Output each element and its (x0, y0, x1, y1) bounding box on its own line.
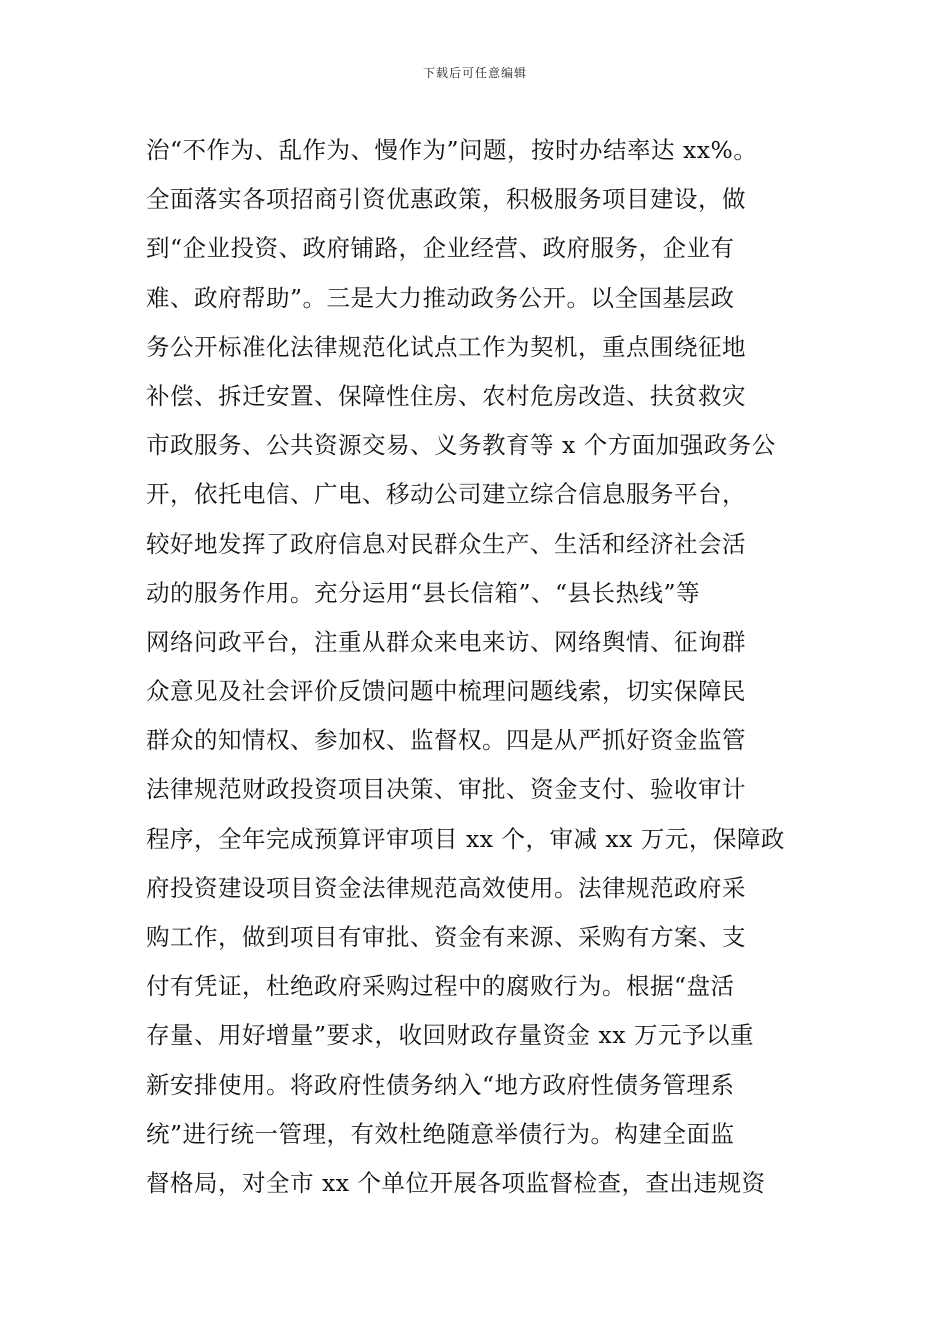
text-line: 付有凭证，杜绝政府采购过程中的腐败行为。根据“盘活 (146, 972, 735, 1001)
text-line: 动的服务作用。充分运用“县长信箱”、“县长热线”等 (146, 578, 701, 607)
text-line: 新安排使用。将政府性债务纳入“地方政府性债务管理系 (146, 1070, 735, 1099)
text-line: 统”进行统一管理，有效杜绝随意举债行为。构建全面监 (146, 1119, 735, 1148)
text-line: 到“企业投资、政府铺路，企业经营、政府服务，企业有 (146, 234, 735, 263)
text-line: 补偿、拆迁安置、保障性住房、农村危房改造、扶贫救灾 (146, 381, 746, 410)
text-line: 较好地发挥了政府信息对民群众生产、生活和经济社会活 (146, 529, 746, 558)
text-line: 务公开标准化法律规范化试点工作为契机，重点围绕征地 (146, 332, 746, 361)
text-line: 法律规范财政投资项目决策、审批、资金支付、验收审计 (146, 775, 746, 804)
text-line: 难、政府帮助”。三是大力推动政务公开。以全国基层政 (146, 283, 735, 312)
text-line: 督格局，对全市 xx 个单位开展各项监督检查，查出违规资 (146, 1168, 766, 1197)
page-header: 下载后可任意编辑 (422, 66, 527, 80)
text-line: 群众的知情权、参加权、监督权。四是从严抓好资金监管 (146, 726, 746, 755)
text-line: 购工作，做到项目有审批、资金有来源、采购有方案、支 (146, 923, 746, 951)
text-line: 众意见及社会评价反馈问题中梳理问题线索，切实保障民 (146, 677, 746, 706)
text-line: 府投资建设项目资金法律规范高效使用。法律规范政府采 (146, 873, 746, 902)
document-body (146, 126, 811, 1208)
text-line: 全面落实各项招商引资优惠政策，积极服务项目建设，做 (146, 185, 746, 214)
text-line: 开，依托电信、广电、移动公司建立综合信息服务平台， (146, 480, 746, 509)
text-line: 存量、用好增量”要求，收回财政存量资金 xx 万元予以重 (146, 1021, 754, 1050)
text-line: 市政服务、公共资源交易、义务教育等 x 个方面加强政务公 (146, 431, 776, 460)
text-line: 治“不作为、乱作为、慢作为”问题，按时办结率达 xx%。 (146, 136, 758, 164)
text-line: 网络问政平台，注重从群众来电来访、网络舆情、征询群 (146, 627, 746, 656)
text-line: 程序，全年完成预算评审项目 xx 个，审减 xx 万元，保障政 (146, 824, 785, 853)
